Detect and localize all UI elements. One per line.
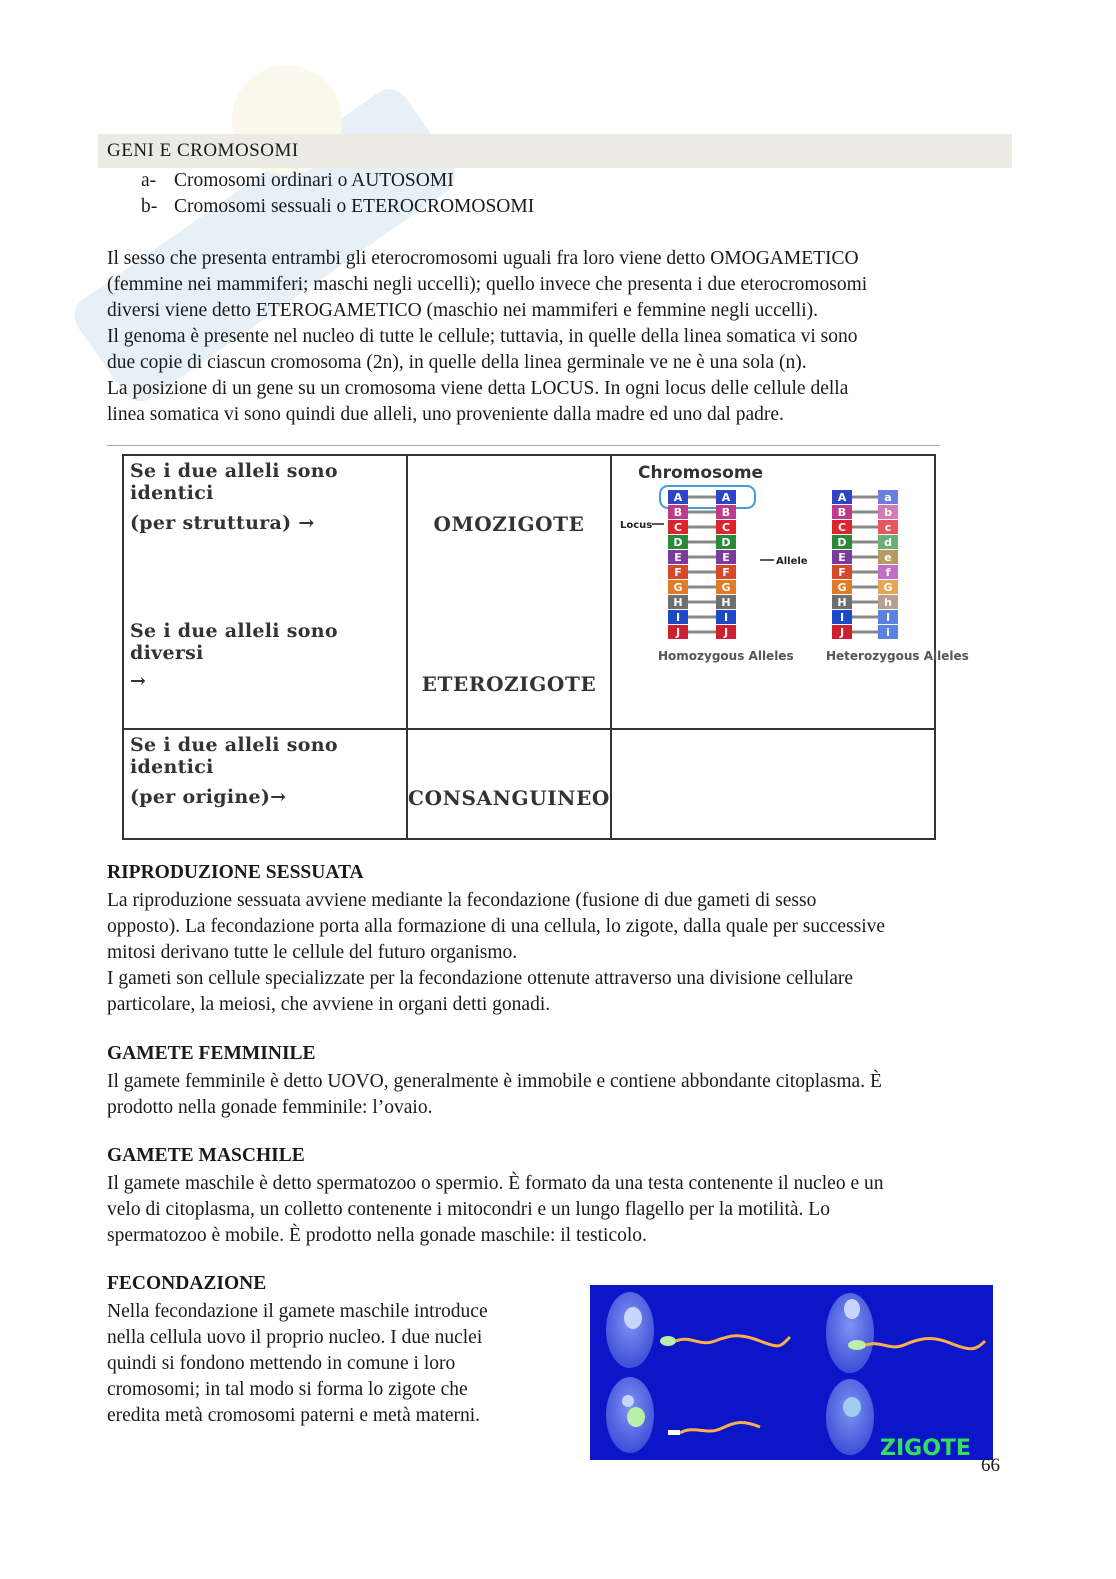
cell-text: CONSANGUINEO xyxy=(408,786,610,810)
table-cell-mid xyxy=(407,455,611,729)
section-paragraph xyxy=(107,1171,1007,1249)
homozygous-pair xyxy=(668,490,736,639)
list-marker: a- xyxy=(141,170,157,191)
figure-title: Chromosome xyxy=(638,463,764,483)
section-title: FECONDAZIONE xyxy=(107,1273,267,1294)
egg-cell xyxy=(606,1292,654,1368)
text-line: spermatozoo è mobile. È prodotto nella gonade maschile: il testicolo. xyxy=(107,1225,647,1246)
het-right-letter: i xyxy=(886,626,890,639)
het-right-letter: h xyxy=(884,596,892,609)
text-line: eredita metà cromosomi paterni e metà materni. xyxy=(107,1405,481,1426)
chromosome-figure-cell xyxy=(611,455,969,729)
homo-left-letter: H xyxy=(673,596,683,609)
het-left-letter: F xyxy=(838,566,846,579)
text-line: diversi viene detto ETEROGAMETICO (maschio nei mammiferi e femmine negli uccelli). xyxy=(107,300,818,321)
egg-nucleus xyxy=(844,1299,860,1319)
egg-nucleus xyxy=(622,1395,634,1407)
page-number: 66 xyxy=(981,1455,1000,1476)
section-paragraph xyxy=(107,1299,577,1429)
heterozygous-pair xyxy=(832,490,898,639)
text-line: Il sesso che presenta entrambi gli eterocromosomi uguali fra loro viene detto OMOGAMETICO xyxy=(107,248,859,269)
homo-right-letter: H xyxy=(721,596,731,609)
locus-label: Locus xyxy=(620,520,653,531)
homo-left-letter: B xyxy=(673,506,683,519)
text-line: I gameti son cellule specializzate per la fecondazione ottenute attraverso una divisione cellulare xyxy=(107,968,854,989)
het-right-letter: I xyxy=(885,611,891,624)
cell-text: ETEROZIGOTE xyxy=(421,672,597,696)
section-heading-bar xyxy=(98,134,1012,168)
het-left-letter: J xyxy=(839,626,845,639)
list-item-b xyxy=(141,196,535,218)
homo-right-letter: J xyxy=(723,626,729,639)
table-cell-left xyxy=(123,729,407,839)
table-cell-mid xyxy=(407,729,611,839)
homo-left-letter: F xyxy=(674,566,682,579)
caption-line: Homozygous Alleles xyxy=(658,649,794,663)
homo-left-letter: J xyxy=(675,626,681,639)
het-right-letter: a xyxy=(884,491,892,504)
list-text: Cromosomi sessuali o ETEROCROMOSOMI xyxy=(174,196,535,217)
text-line: opposto). La fecondazione porta alla formazione di una cellula, lo zigote, dalla quale per successive xyxy=(107,916,886,937)
homo-right-letter: F xyxy=(722,566,730,579)
cell-text: Se i due alleli sono identici xyxy=(130,734,338,778)
list-text: Cromosomi ordinari o AUTOSOMI xyxy=(174,170,454,191)
section-paragraph xyxy=(107,888,1007,1018)
caption-line: Heterozygous Alleles xyxy=(826,649,969,663)
homozygous-caption xyxy=(658,649,794,663)
text-line: Nella fecondazione il gamete maschile introduce xyxy=(107,1301,488,1322)
chromosome-figure xyxy=(612,456,969,724)
het-left-letter: G xyxy=(837,581,847,594)
text-line: quindi si fondono mettendo in comune i loro xyxy=(107,1353,456,1374)
table-cell-empty xyxy=(611,729,935,839)
homo-left-letter: I xyxy=(675,611,681,624)
text-line: cromosomi; in tal modo si forma lo zigote che xyxy=(107,1379,468,1400)
cell-text: OMOZIGOTE xyxy=(433,512,585,536)
homo-right-letter: I xyxy=(723,611,729,624)
sperm-tail xyxy=(676,1336,790,1346)
text-line: Il genoma è presente nel nucleo di tutte le cellule; tuttavia, in quelle della linea somatica vi sono xyxy=(107,326,858,347)
homo-left-letter: G xyxy=(673,581,683,594)
cell-text: Se i due alleli sono diversi xyxy=(130,620,338,664)
allele-label: Allele xyxy=(776,556,808,567)
text-line: La posizione di un gene su un cromosoma viene detta LOCUS. In ogni locus delle cellule della xyxy=(107,378,849,399)
fusing-nucleus xyxy=(627,1407,645,1427)
het-left-letter: H xyxy=(837,596,847,609)
text-line: prodotto nella gonade femminile: l’ovaio. xyxy=(107,1097,433,1118)
het-left-letter: D xyxy=(837,536,847,549)
text-line: nella cellula uovo il proprio nucleo. I due nuclei xyxy=(107,1327,483,1348)
het-right-letter: c xyxy=(884,521,892,534)
sperm-tail xyxy=(866,1339,985,1349)
section-title: RIPRODUZIONE SESSUATA xyxy=(107,862,364,883)
homo-right-letter: D xyxy=(721,536,731,549)
sperm-tail xyxy=(680,1423,760,1433)
het-right-letter: b xyxy=(884,506,892,519)
text-line: mitosi derivano tutte le cellule del futuro organismo. xyxy=(107,942,518,963)
cell-text: → xyxy=(130,670,147,692)
list-marker: b- xyxy=(141,196,158,217)
sperm-midpiece xyxy=(668,1430,680,1435)
section-title: GAMETE FEMMINILE xyxy=(107,1043,316,1064)
fertilization-image xyxy=(590,1285,993,1460)
section-title: GAMETE MASCHILE xyxy=(107,1145,305,1166)
sperm-head xyxy=(848,1340,866,1350)
het-right-letter: f xyxy=(885,566,891,579)
homo-left-letter: A xyxy=(673,491,683,504)
sperm-head xyxy=(660,1336,676,1346)
het-right-letter: d xyxy=(884,536,892,549)
homo-left-letter: D xyxy=(673,536,683,549)
text-line: La riproduzione sessuata avviene mediante la fecondazione (fusione di due gameti di sesso xyxy=(107,890,817,911)
list-item-a xyxy=(141,170,454,192)
text-line: particolare, la meiosi, che avviene in organi detti gonadi. xyxy=(107,994,551,1015)
het-left-letter: C xyxy=(837,521,847,534)
het-left-letter: A xyxy=(837,491,847,504)
text-line: velo di citoplasma, un colletto contenente i mitocondri e un lungo flagello per la motilità. Lo xyxy=(107,1199,830,1220)
zygote-cell xyxy=(826,1379,874,1455)
table-cell-left xyxy=(123,455,407,729)
cell-text: (per origine)→ xyxy=(130,786,287,808)
zigote-label: ZIGOTE xyxy=(880,1436,971,1461)
text-line: due copie di ciascun cromosoma (2n), in quelle della linea germinale ve ne è una sola (n). xyxy=(107,352,807,373)
heterozygous-caption xyxy=(826,649,969,663)
homo-right-letter: G xyxy=(721,581,731,594)
text-line: linea somatica vi sono quindi due alleli, uno proveniente dalla madre ed uno dal padre. xyxy=(107,404,784,425)
homo-left-letter: C xyxy=(673,521,683,534)
homo-right-letter: C xyxy=(721,521,731,534)
fertilization-illustration xyxy=(590,1285,993,1460)
section-paragraph xyxy=(107,1069,1007,1121)
homo-right-letter: A xyxy=(721,491,731,504)
divider xyxy=(107,445,940,446)
intro-paragraph xyxy=(107,246,1007,428)
text-line: Il gamete femminile è detto UOVO, generalmente è immobile e contiene abbondante citoplasma. È xyxy=(107,1071,882,1092)
het-right-letter: G xyxy=(883,581,893,594)
zygosity-table xyxy=(122,454,969,840)
zygote-nucleus xyxy=(843,1397,861,1417)
het-left-letter: I xyxy=(839,611,845,624)
cell-text: Se i due alleli sono identici xyxy=(130,460,338,504)
het-left-letter: E xyxy=(838,551,846,564)
homo-right-letter: E xyxy=(722,551,730,564)
text-line: (femmine nei mammiferi; maschi negli uccelli); quello invece che presenta i due eterocromosomi xyxy=(107,274,868,295)
section-heading: GENI E CROMOSOMI xyxy=(107,140,299,161)
egg-nucleus xyxy=(624,1307,642,1329)
het-left-letter: B xyxy=(837,506,847,519)
text-line: Il gamete maschile è detto spermatozoo o spermio. È formato da una testa contenente il nucleo e un xyxy=(107,1173,884,1194)
cell-text: (per struttura) → xyxy=(130,512,315,534)
homo-left-letter: E xyxy=(674,551,682,564)
het-right-letter: e xyxy=(884,551,892,564)
homo-right-letter: B xyxy=(721,506,731,519)
